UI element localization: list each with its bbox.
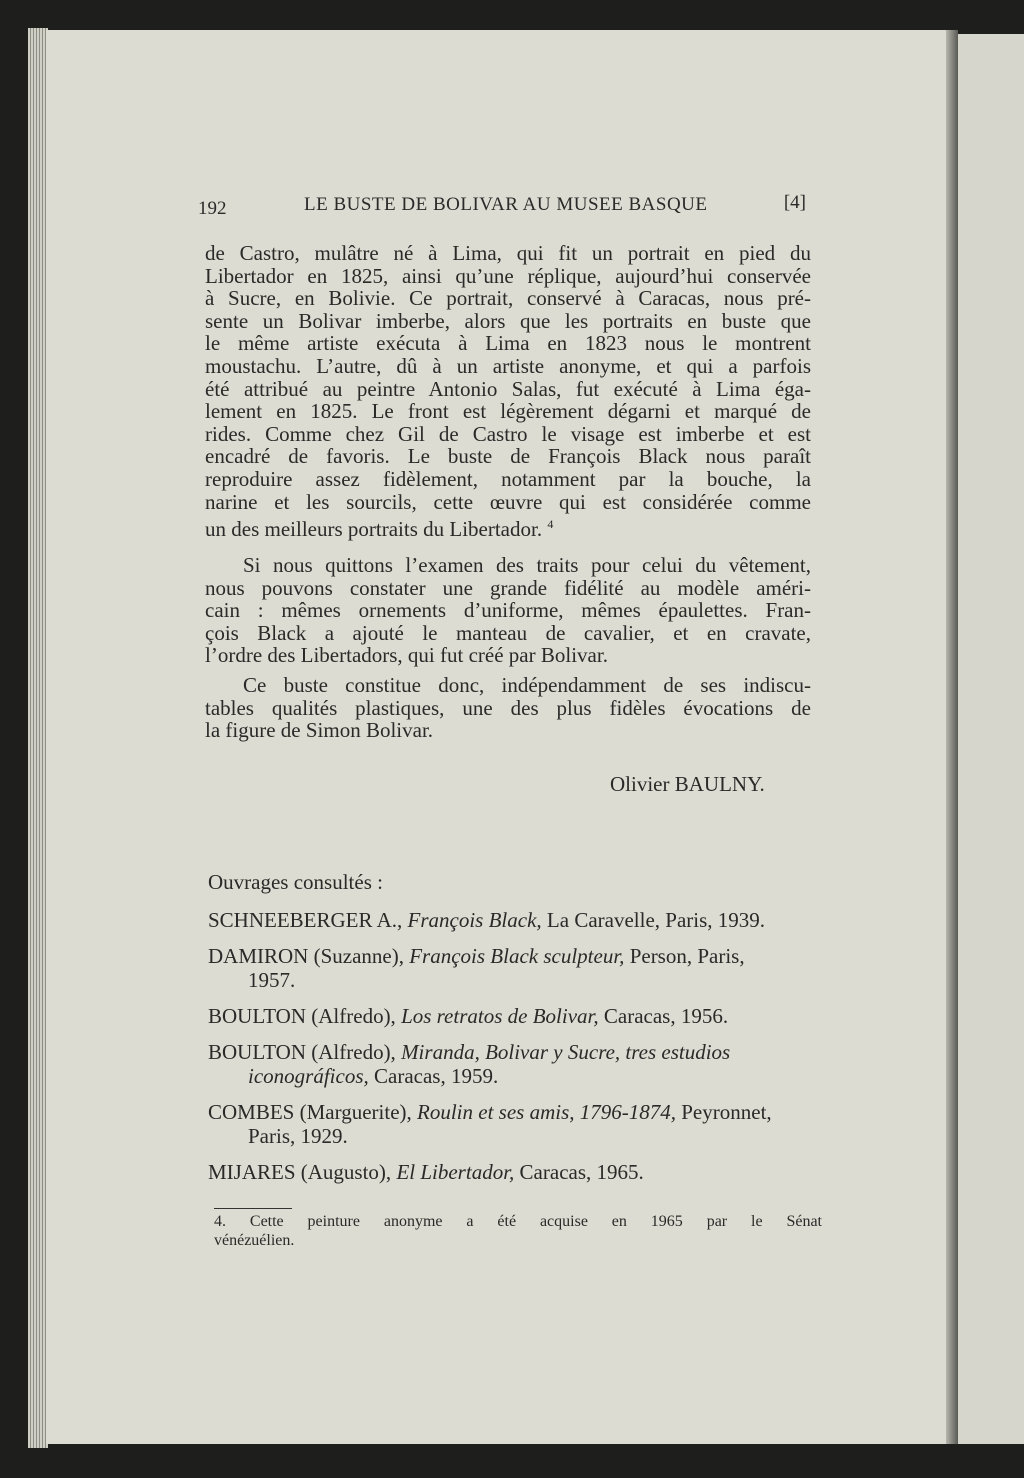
entry-title: El Libertador,	[396, 1160, 515, 1184]
text-line: çois Black a ajouté le manteau de cavalier, et en cravate,	[205, 620, 811, 645]
text-line: été attribué au peintre Antonio Salas, fut exécuté à Lima éga-	[205, 376, 811, 401]
footnote-line: vénézuélien.	[214, 1232, 295, 1249]
paragraph-3	[205, 674, 811, 742]
text-line: Libertador en 1825, ainsi qu’une réplique, aujourd’hui conservée	[205, 263, 811, 288]
entry-title: François Black sculpteur,	[409, 944, 625, 968]
text-line: moustachu. L’autre, dû à un artiste anonyme, et qui a parfois	[205, 353, 811, 378]
text-line: l’ordre des Libertadors, qui fut créé par Bolivar.	[205, 643, 608, 668]
entry-publisher: La Caravelle, Paris, 1939.	[541, 908, 766, 932]
entry-title: Roulin et ses amis, 1796-1874,	[417, 1100, 676, 1124]
text-line: tables qualités plastiques, une des plus fidèles évocations de	[205, 695, 811, 720]
entry-continued: 1957.	[248, 968, 296, 992]
entry-continued: Caracas, 1959.	[368, 1064, 499, 1088]
entry-continuation	[208, 1064, 820, 1088]
text-line: le même artiste exécuta à Lima en 1823 nous le montrent	[205, 331, 811, 356]
entry-continuation	[208, 1124, 820, 1148]
bibliography-entry	[208, 944, 820, 992]
entry-title: Los retratos de Bolivar,	[401, 1004, 599, 1028]
entry-title-continued: iconográficos,	[248, 1064, 369, 1088]
running-title: LE BUSTE DE BOLIVAR AU MUSEE BASQUE	[304, 194, 708, 215]
text-line: sente un Bolivar imberbe, alors que les portraits en buste que	[205, 308, 811, 333]
text-line: de Castro, mulâtre né à Lima, qui fit un portrait en pied du	[205, 241, 811, 265]
entry-publisher: Peyronnet,	[676, 1100, 772, 1124]
entry-line	[208, 944, 820, 968]
footnote-rule	[214, 1208, 292, 1209]
paragraph-2	[205, 554, 811, 667]
text-line: Ce buste constitue donc, indépendamment de ses indiscu-	[243, 673, 811, 697]
text-line: Si nous quittons l’examen des traits pour celui du vêtement,	[243, 553, 811, 577]
entry-title: Miranda, Bolivar y Sucre, tres estudios	[401, 1040, 731, 1064]
entry-continued: Paris, 1929.	[248, 1124, 348, 1148]
bibliography	[208, 908, 820, 1196]
entry-line	[208, 1040, 820, 1064]
entry-author: BOULTON (Alfredo),	[208, 1040, 402, 1064]
page-edges	[28, 28, 48, 1448]
entry-author: DAMIRON (Suzanne),	[208, 944, 410, 968]
entry-publisher: Caracas, 1965.	[514, 1160, 644, 1184]
facing-page	[958, 34, 1024, 1444]
entry-line	[208, 908, 820, 932]
text-line	[205, 513, 811, 541]
entry-author: BOULTON (Alfredo),	[208, 1004, 402, 1028]
text-line: narine et les sourcils, cette œuvre qui est considérée comme	[205, 489, 811, 514]
bibliography-entry	[208, 1040, 820, 1088]
text-line: à Sucre, en Bolivie. Ce portrait, conservé à Caracas, nous pré-	[205, 286, 811, 311]
bibliography-entry	[208, 1100, 820, 1148]
text-line: encadré de favoris. Le buste de François Black nous paraît	[205, 444, 811, 469]
author-signature: Olivier BAULNY.	[610, 772, 765, 796]
entry-publisher: Caracas, 1956.	[598, 1004, 729, 1028]
text-line: nous pouvons constater une grande fidélité au modèle améri-	[205, 575, 811, 600]
entry-line	[208, 1160, 820, 1184]
entry-continuation	[208, 968, 820, 992]
entry-line	[208, 1100, 820, 1124]
bibliography-entry	[208, 1160, 820, 1184]
section-number: [4]	[783, 192, 806, 213]
paragraph-1	[205, 242, 811, 541]
bibliography-entry	[208, 908, 820, 932]
entry-author: MIJARES (Augusto),	[208, 1160, 397, 1184]
footnote-line: 4. Cette peinture anonyme a été acquise en 1965 par le Sénat	[214, 1213, 822, 1230]
text-line: lement en 1825. Le front est légèrement dégarni et marqué de	[205, 399, 811, 424]
text-line: un des meilleurs portraits du Libertador.	[205, 517, 543, 542]
entry-line	[208, 1004, 820, 1028]
text-line: reproduire assez fidèlement, notamment par la bouche, la	[205, 466, 811, 491]
bibliography-entry	[208, 1004, 820, 1028]
entry-author: COMBES (Marguerite),	[208, 1100, 418, 1124]
entry-publisher: Person, Paris,	[624, 944, 745, 968]
text-line: la figure de Simon Bolivar.	[205, 718, 434, 743]
entry-title: François Black,	[407, 908, 542, 932]
entry-author: SCHNEEBERGER A.,	[208, 908, 408, 932]
footnote-ref: 4	[547, 517, 554, 532]
page-number: 192	[198, 198, 227, 219]
text-line: cain : mêmes ornements d’uniforme, mêmes épaulettes. Fran-	[205, 598, 811, 623]
book-gutter	[946, 30, 958, 1444]
sources-heading: Ouvrages consultés :	[208, 870, 383, 894]
text-line: rides. Comme chez Gil de Castro le visage est imberbe et est	[205, 421, 811, 446]
footnote	[214, 1212, 822, 1250]
